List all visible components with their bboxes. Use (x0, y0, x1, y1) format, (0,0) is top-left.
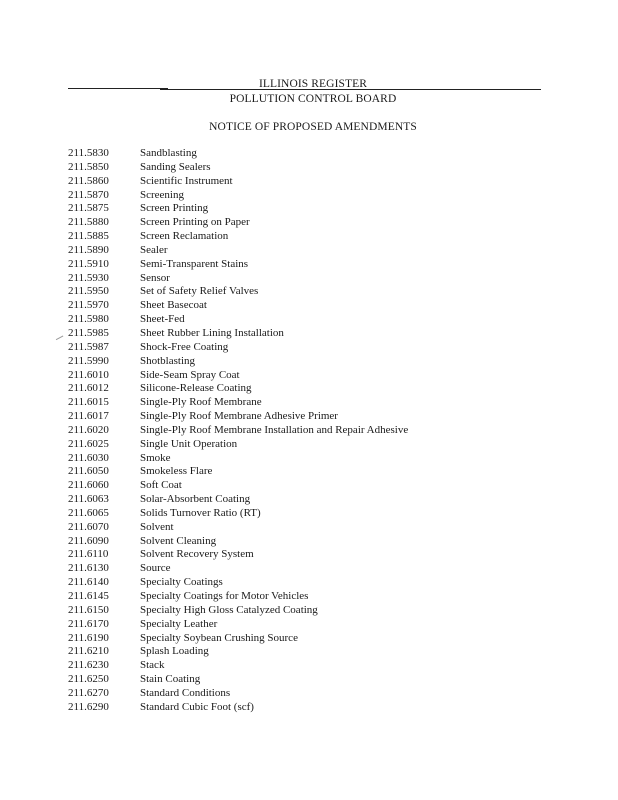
defined-term: Side-Seam Spray Coat (140, 368, 240, 381)
defined-term: Smoke (140, 451, 171, 464)
section-number: 211.6190 (68, 631, 109, 644)
defined-term: Specialty Coatings (140, 576, 223, 589)
defined-term: Stack (140, 659, 165, 672)
defined-term: Source (140, 562, 171, 575)
defined-term: Specialty Leather (140, 617, 218, 630)
list-item (68, 369, 568, 383)
defined-term: Soft Coat (140, 479, 182, 492)
section-number: 211.6270 (68, 686, 109, 699)
defined-term: Shotblasting (140, 354, 196, 367)
defined-term: Specialty Soybean Crushing Source (140, 631, 298, 644)
defined-term: Specialty Coatings for Motor Vehicles (140, 590, 309, 602)
defined-term: Semi-Transparent Stains (140, 257, 249, 270)
list-item (68, 216, 568, 230)
list-item (68, 396, 568, 410)
defined-term: Silicone-Release Coating (140, 382, 252, 395)
list-item (68, 632, 568, 646)
list-item (68, 452, 568, 466)
list-item (68, 230, 568, 244)
list-item (68, 645, 568, 659)
defined-term: Single-Ply Roof Membrane Installation and Repair Adhesive (140, 423, 409, 436)
list-item (68, 355, 568, 369)
section-number: 211.6060 (68, 479, 109, 492)
section-number: 211.6063 (68, 493, 109, 506)
margin-mark (56, 336, 66, 346)
section-number: 211.6070 (68, 520, 109, 533)
defined-term: Smokeless Flare (140, 465, 213, 478)
defined-term: Single-Ply Roof Membrane (140, 396, 262, 409)
defined-term: Scientific Instrument (140, 174, 233, 187)
section-number: 211.5850 (68, 160, 109, 173)
defined-term: Solar-Absorbent Coating (140, 493, 251, 506)
defined-term: Solvent Cleaning (140, 534, 217, 547)
section-number: 211.6015 (68, 396, 109, 409)
list-item (68, 161, 568, 175)
defined-term: Shock-Free Coating (140, 340, 229, 353)
section-number: 211.5985 (68, 326, 109, 339)
section-number: 211.6050 (68, 465, 109, 478)
defined-term: Sensor (140, 271, 170, 284)
section-number: 211.5880 (68, 216, 109, 229)
list-item (68, 424, 568, 438)
defined-term: Sheet-Fed (140, 313, 185, 326)
defined-term: Screen Reclamation (140, 230, 229, 243)
list-item (68, 382, 568, 396)
list-item (68, 535, 568, 549)
list-item (68, 687, 568, 701)
defined-term: Solvent Recovery System (140, 548, 254, 561)
section-number: 211.6290 (68, 700, 109, 713)
defined-term: Single-Ply Roof Membrane Adhesive Primer (140, 410, 338, 423)
section-number: 211.6020 (68, 423, 109, 436)
list-item (68, 341, 568, 355)
list-item (68, 479, 568, 493)
defined-term: Sandblasting (140, 147, 197, 159)
notice-title: NOTICE OF PROPOSED AMENDMENTS (209, 121, 417, 133)
section-number: 211.6065 (68, 506, 109, 519)
defined-term: Sheet Basecoat (140, 299, 207, 312)
list-item (68, 258, 568, 272)
section-number: 211.5875 (68, 202, 109, 215)
defined-term: Single Unit Operation (140, 437, 238, 450)
section-number: 211.6170 (68, 617, 109, 630)
section-number: 211.6010 (68, 368, 109, 381)
section-number: 211.5870 (68, 188, 109, 201)
defined-term: Standard Cubic Foot (scf) (140, 700, 254, 713)
list-item (68, 285, 568, 299)
section-number: 211.5970 (68, 299, 109, 312)
section-number: 211.5890 (68, 243, 109, 256)
defined-term: Sealer (140, 243, 168, 256)
list-item (68, 313, 568, 327)
section-number: 211.5930 (68, 271, 109, 284)
defined-term: Sanding Sealers (140, 160, 211, 173)
section-number: 211.6230 (68, 659, 109, 672)
list-item (68, 202, 568, 216)
list-item (68, 521, 568, 535)
list-item (68, 175, 568, 189)
list-item (68, 147, 568, 161)
section-number: 211.6150 (68, 603, 109, 616)
section-number: 211.5830 (68, 147, 109, 159)
list-item (68, 701, 568, 715)
defined-term: Screen Printing (140, 202, 209, 215)
list-item (68, 507, 568, 521)
list-item (68, 659, 568, 673)
definitions-list (68, 147, 568, 715)
list-item (68, 562, 568, 576)
list-item (68, 244, 568, 258)
list-item (68, 604, 568, 618)
section-number: 211.6210 (68, 645, 109, 658)
list-item (68, 272, 568, 286)
section-number: 211.6145 (68, 590, 109, 602)
section-number: 211.6012 (68, 382, 109, 395)
section-number: 211.6025 (68, 437, 109, 450)
defined-term: Specialty High Gloss Catalyzed Coating (140, 603, 318, 616)
section-number: 211.6250 (68, 673, 109, 686)
section-number: 211.6140 (68, 576, 109, 589)
section-number: 211.5885 (68, 230, 109, 243)
section-number: 211.5860 (68, 174, 109, 187)
list-item (68, 590, 568, 604)
defined-term: Sheet Rubber Lining Installation (140, 326, 284, 339)
list-item (68, 327, 568, 341)
agency-title: POLLUTION CONTROL BOARD (229, 93, 397, 105)
section-number: 211.6090 (68, 534, 109, 547)
register-title: ILLINOIS REGISTER (258, 78, 368, 90)
section-number: 211.5987 (68, 340, 109, 353)
section-number: 211.5910 (68, 257, 109, 270)
list-item (68, 673, 568, 687)
section-number: 211.5980 (68, 313, 109, 326)
list-item (68, 410, 568, 424)
list-item (68, 493, 568, 507)
section-number: 211.6130 (68, 562, 109, 575)
list-item (68, 189, 568, 203)
list-item (68, 576, 568, 590)
section-number: 211.6030 (68, 451, 109, 464)
defined-term: Stain Coating (140, 673, 201, 686)
defined-term: Set of Safety Relief Valves (140, 285, 259, 298)
defined-term: Splash Loading (140, 645, 209, 658)
list-item (68, 618, 568, 632)
defined-term: Solids Turnover Ratio (RT) (140, 506, 261, 519)
list-item (68, 438, 568, 452)
list-item (68, 548, 568, 562)
section-number: 211.5990 (68, 354, 109, 367)
section-number: 211.5950 (68, 285, 109, 298)
defined-term: Solvent (140, 520, 174, 533)
defined-term: Standard Conditions (140, 686, 231, 699)
list-item (68, 299, 568, 313)
defined-term: Screen Printing on Paper (140, 216, 250, 229)
section-number: 211.6017 (68, 410, 109, 423)
list-item (68, 465, 568, 479)
section-number: 211.6110 (68, 548, 109, 561)
defined-term: Screening (140, 188, 184, 201)
